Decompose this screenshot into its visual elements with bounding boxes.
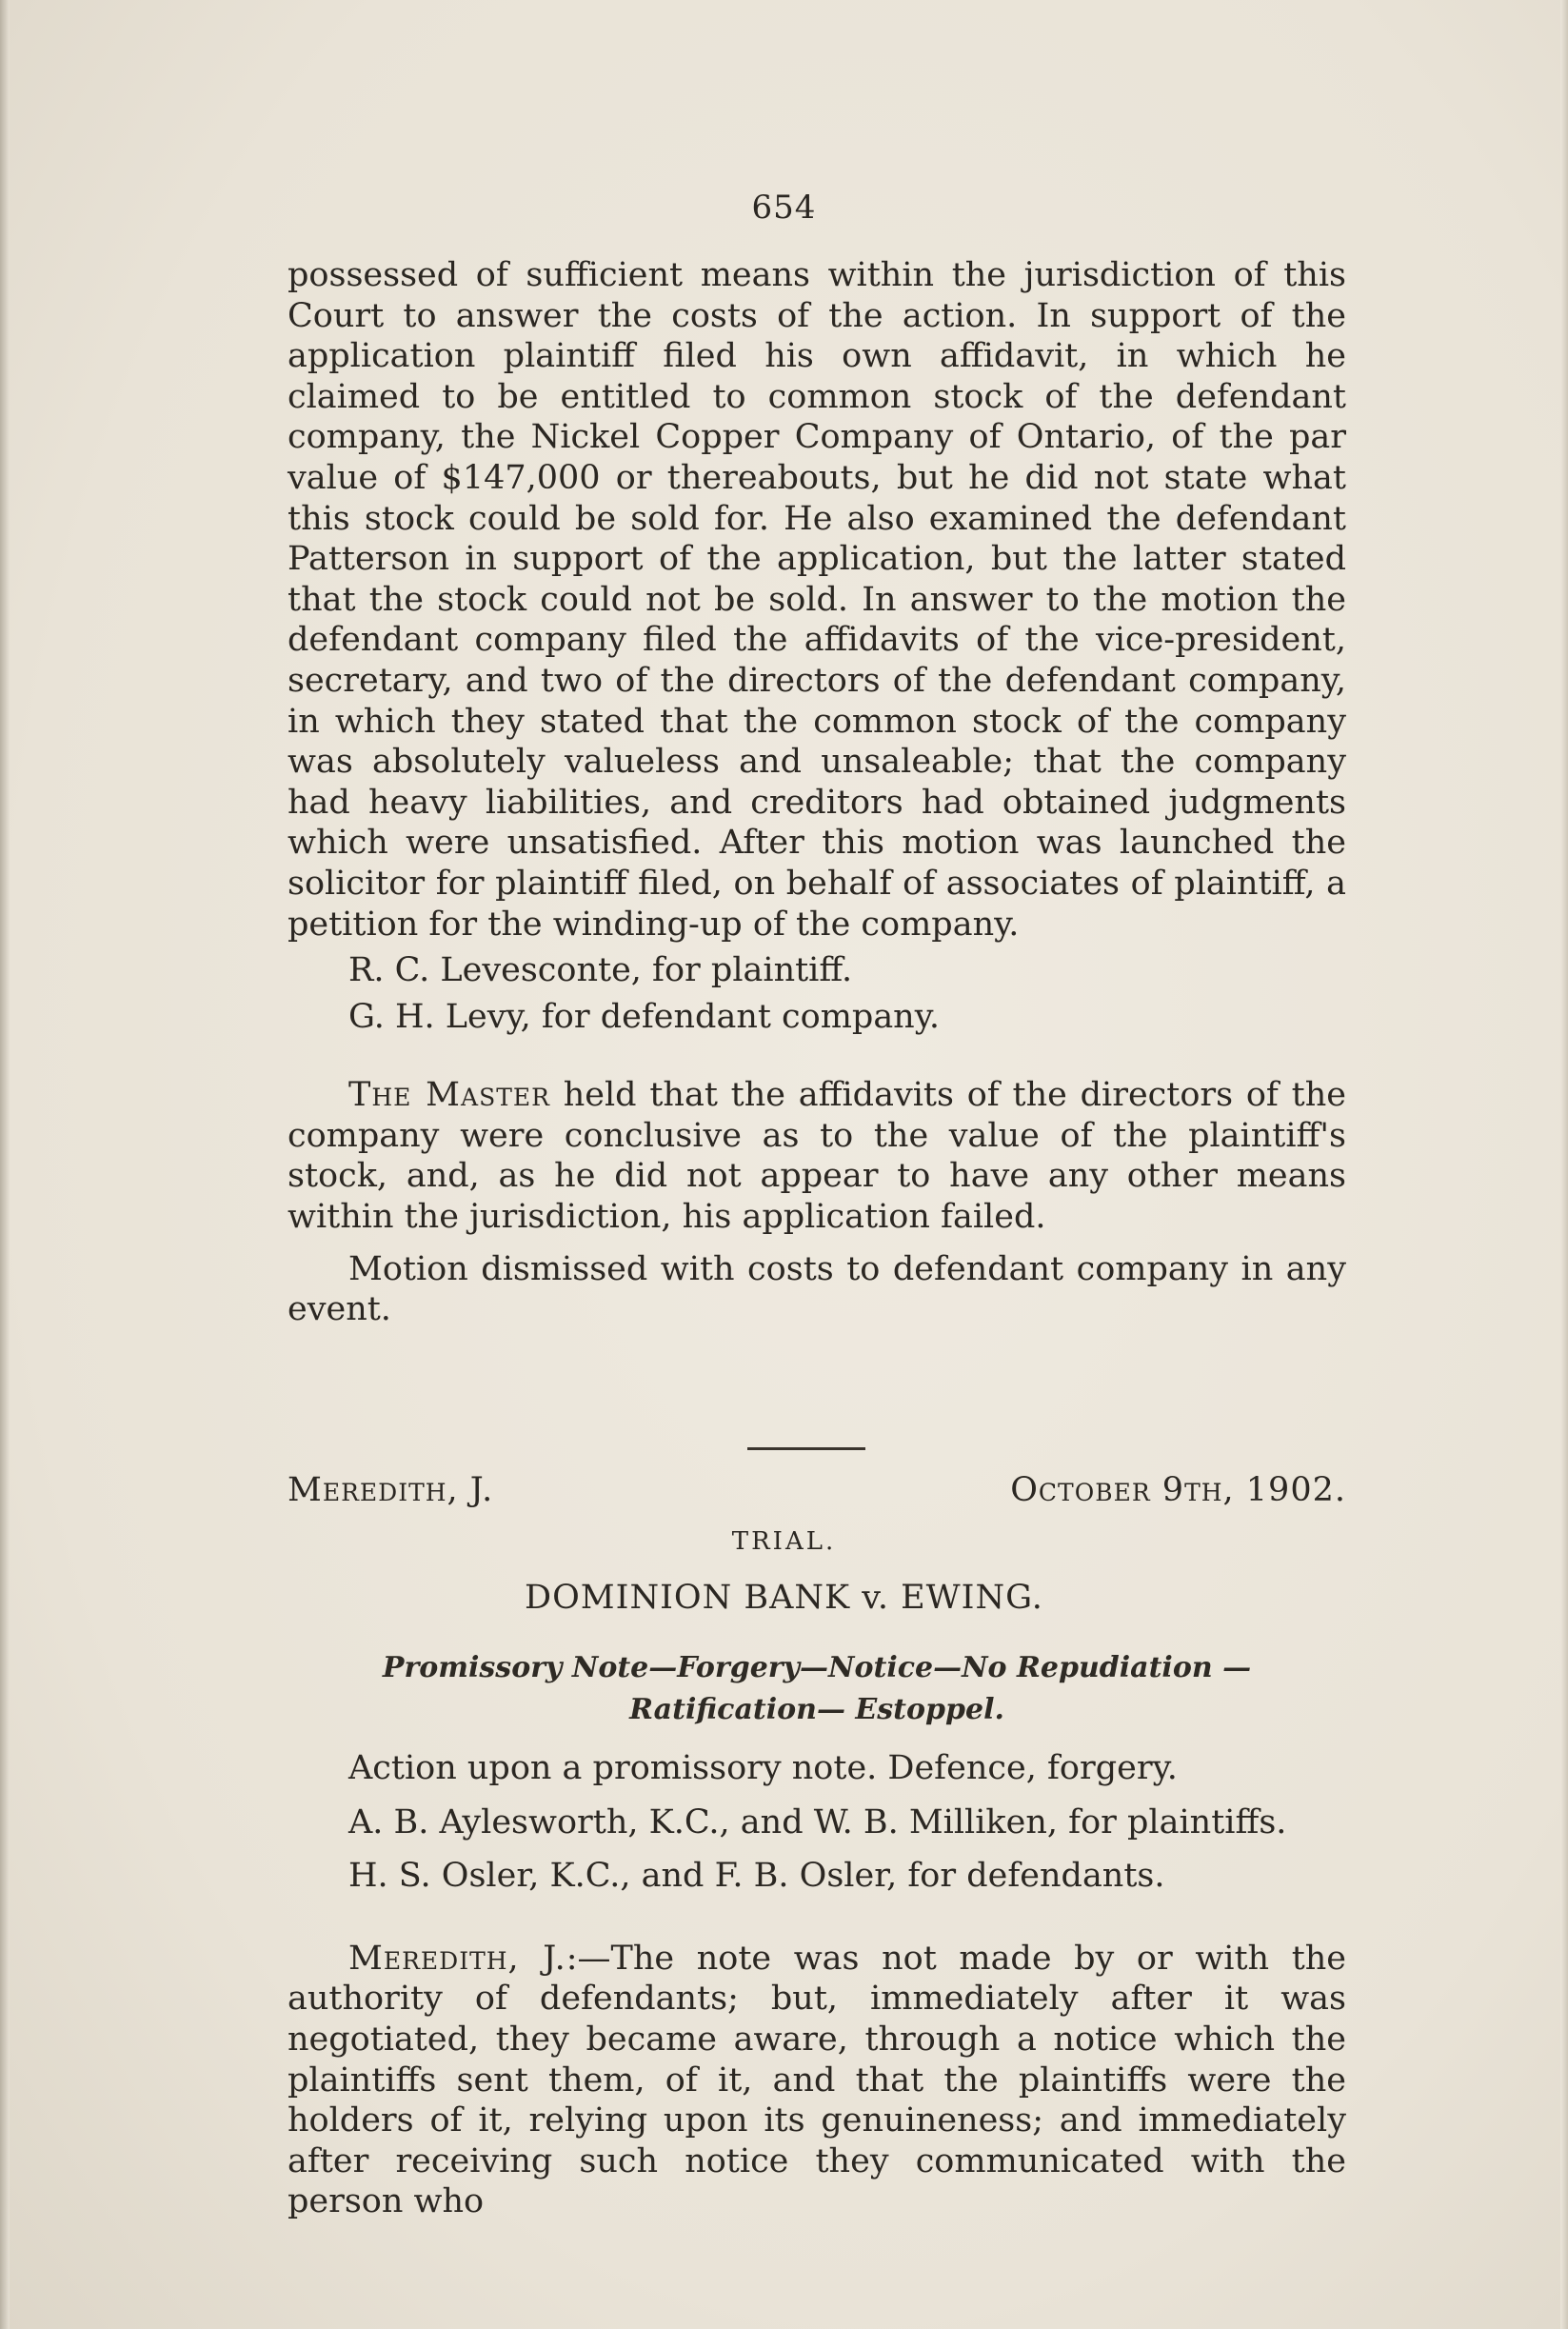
counsel-defendants: H. S. Osler, K.C., and F. B. Osler, for defendants. (348, 1857, 1165, 1896)
counsel-plaintiff: R. C. Levesconte, for plaintiff. (348, 951, 853, 990)
case-judge: Meredith, J. (288, 1471, 494, 1509)
disposition: Motion dismissed with costs to defendant company in any event. (288, 1249, 1346, 1329)
case-date: October 9th, 1902. (1010, 1471, 1346, 1509)
master-lead: The Master (348, 1076, 550, 1115)
trial-label: TRIAL. (731, 1527, 837, 1556)
counsel-plaintiffs: A. B. Aylesworth, K.C., and W. B. Milliken, for plaintiffs. (348, 1802, 1287, 1841)
counsel-defendant: G. H. Levy, for defendant company. (348, 997, 940, 1036)
intro-paragraph: possessed of sufficient means within the jurisdiction of this Court to answer the costs of the action. In support of the application plaintiff filed his own affidavit, in which he claimed to be entitled to common stock of the defendant company, the Nickel Copper Company of Ontario, of the par value of $147,000 or thereabouts, but he did not state what this stock could be sold for. He also examined the defendant Patterson in support of the application, but the latter stated that the stock could not be sold. In answer to the motion the defendant company filed the affidavits of the vice-president, secretary, and two of the directors of the defendant company, in which they stated that the common stock of the company was absolutely valueless and unsaleable; that the company had heavy liabilities, and creditors had obtained judgments which were unsatisfied. After this motion was launched the solicitor for plaintiff filed, on behalf of associates of plaintiff, a petition for the winding-up of the company. (288, 256, 1346, 944)
case-header (288, 1469, 1346, 1511)
page-edge-left (0, 0, 10, 2329)
page-edge-right (1560, 0, 1568, 2329)
headnote: Promissory Note—Forgery—Notice—No Repudiation — Ratification— Estoppel. (382, 1651, 1252, 1726)
page-number: 654 (751, 189, 817, 227)
section-divider (747, 1447, 865, 1450)
judgment-lead: Meredith, J. (348, 1939, 566, 1978)
case-title: DOMINION BANK v. EWING. (525, 1579, 1043, 1617)
master-text: held that the affidavits of the directors of the company were conclusive as to the value of the plaintiff's stock, and, as he did not appear to have any other means within the jurisdiction, his application failed. (288, 1076, 1346, 1237)
action-statement: Action upon a promissory note. Defence, forgery. (348, 1749, 1178, 1787)
first-case-body (288, 255, 1346, 1330)
master-judgment (288, 1075, 1346, 1237)
second-case-body (288, 1748, 1346, 2222)
judgment-text: :—The note was not made by or with the authority of defendants; but, immediately after it was negotiated, they became aware, through a notice which the plaintiffs sent them, of it, and that the plaintiffs were the holders of it, relying upon its genuineness; and immediately after receiving such notice they communicated with the person who (288, 1939, 1347, 2221)
judgment-paragraph (288, 1939, 1346, 2222)
